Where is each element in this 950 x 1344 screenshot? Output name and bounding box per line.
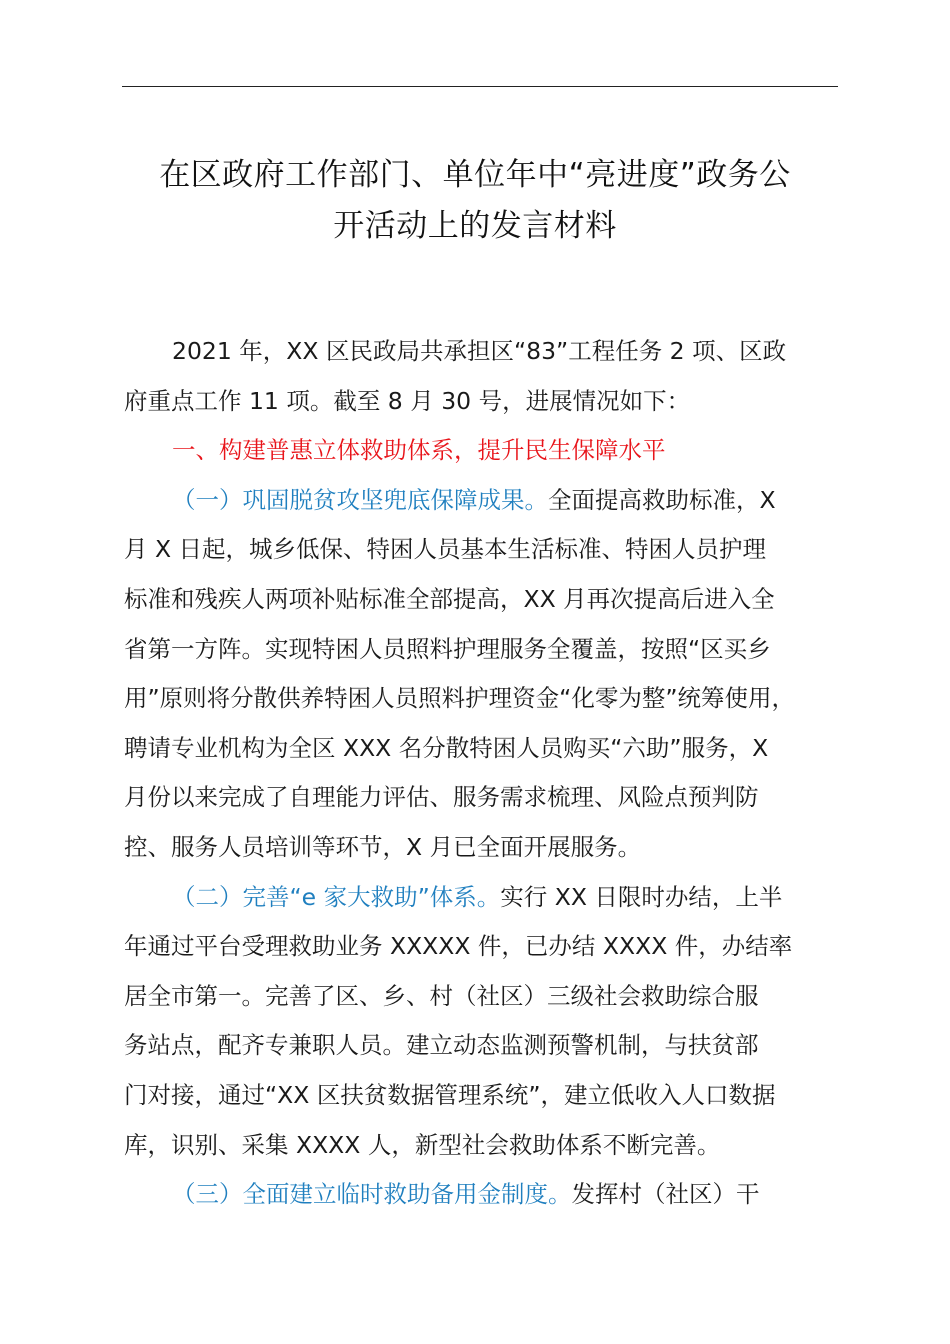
body-line: [124, 1071, 840, 1121]
body-text: 控、服务人员培训等环节，X 月已全面开展服务。: [124, 832, 642, 861]
section-heading-text: 一、构建普惠立体救助体系，提升民生保障水平: [172, 436, 666, 465]
body-text: 标准和残疾人两项补贴标准全部提高，XX 月再次提高后进入全: [124, 584, 775, 613]
subsection-heading-3: （三）全面建立临时救助备用金制度。: [172, 1180, 572, 1209]
body-text: 务站点，配齐专兼职人员。建立动态监测预警机制，与扶贫部: [124, 1031, 759, 1060]
body-text: 实行 XX 日限时办结，上半: [500, 882, 783, 911]
body-line: [124, 823, 840, 873]
document-body: [124, 327, 840, 1220]
body-line: [124, 724, 840, 774]
body-line: [124, 922, 840, 972]
body-text: 府重点工作 11 项。截至 8 月 30 号，进展情况如下：: [124, 386, 691, 415]
body-text: 2021 年，XX 区民政局共承担区“83”工程任务 2 项、区政: [172, 337, 787, 365]
body-text: 聘请专业机构为全区 XXX 名分散特困人员购买“六助”服务，X: [124, 733, 769, 762]
body-text: 月份以来完成了自理能力评估、服务需求梳理、风险点预判防: [124, 783, 759, 812]
subsection-heading-2: （二）完善“e 家大救助”体系。: [172, 882, 501, 911]
body-text: 发挥村（社区）干: [571, 1180, 760, 1209]
section-heading-1: [124, 426, 840, 476]
body-text: 年通过平台受理救助业务 XXXXX 件，已办结 XXXX 件，办结率: [124, 932, 793, 961]
body-line: [124, 525, 840, 575]
subsection-line-3: [124, 1170, 840, 1220]
body-line: [124, 1021, 840, 1071]
body-line: [124, 625, 840, 675]
body-text: 月 X 日起，城乡低保、特困人员基本生活标准、特困人员护理: [124, 535, 767, 564]
body-text: 省第一方阵。实现特困人员照料护理服务全覆盖，按照“区买乡: [124, 634, 771, 663]
body-text: 库，识别、采集 XXXX 人，新型社会救助体系不断完善。: [124, 1130, 721, 1159]
title-line-2: 开活动上的发言材料: [333, 208, 617, 244]
body-text: 居全市第一。完善了区、乡、村（社区）三级社会救助综合服: [124, 981, 759, 1010]
body-line: [124, 773, 840, 823]
body-text: 用”原则将分散供养特困人员照料护理资金“化零为整”统筹使用，: [124, 684, 796, 713]
body-line: [124, 674, 840, 724]
header-rule: [122, 86, 838, 87]
document-title: [100, 150, 850, 252]
body-line: [124, 327, 840, 377]
subsection-heading-1: （一）巩固脱贫攻坚兜底保障成果。: [172, 485, 548, 514]
body-line: [124, 1121, 840, 1171]
title-line-1: 在区政府工作部门、单位年中“亮进度”政务公: [159, 157, 791, 193]
body-text: 门对接，通过“XX 区扶贫数据管理系统”，建立低收入人口数据: [124, 1080, 776, 1109]
body-text: 全面提高救助标准，X: [548, 485, 776, 514]
subsection-line-2: [124, 873, 840, 923]
body-line: [124, 377, 840, 427]
subsection-line-1: [124, 476, 840, 526]
body-line: [124, 972, 840, 1022]
body-line: [124, 575, 840, 625]
